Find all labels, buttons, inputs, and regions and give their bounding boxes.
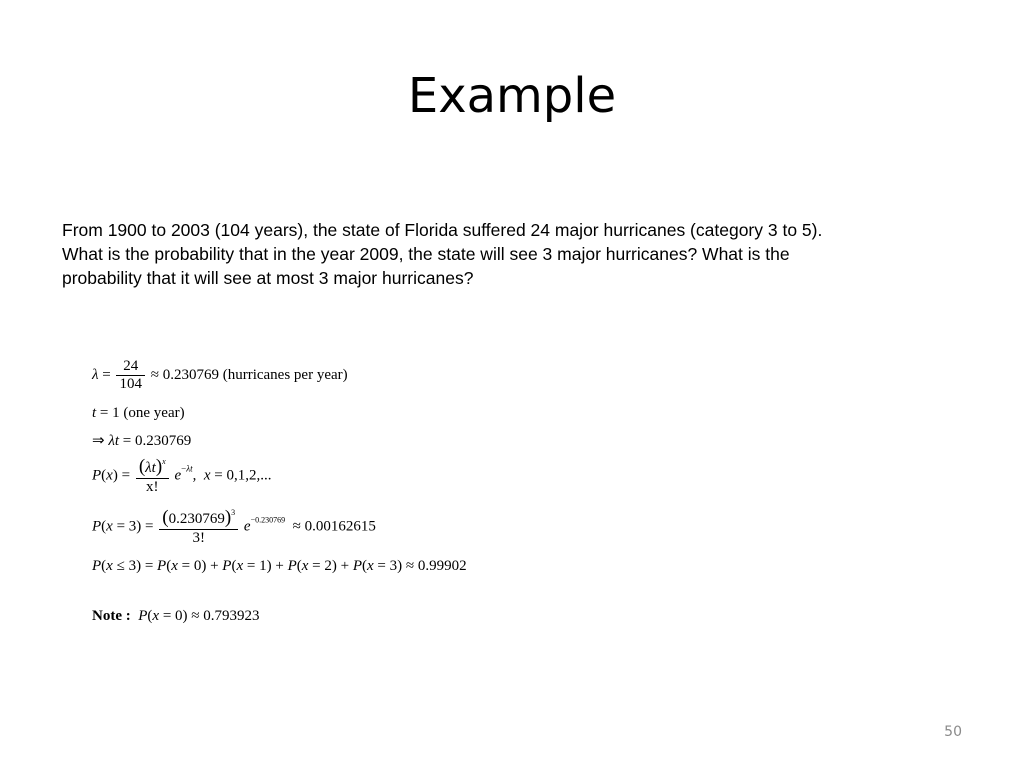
p3-base: 0.230769 bbox=[168, 511, 225, 527]
lambda-equation: λ = $\frac{24}{104}$ ≈ 0.230769 (hurricanes per year) bbox=[92, 358, 348, 392]
pmf-domain: 0,1,2,... bbox=[226, 467, 272, 484]
lambda-value: 0.230769 bbox=[162, 366, 219, 383]
p3-exponent: 3 bbox=[231, 508, 236, 517]
p3-result: 0.00162615 bbox=[304, 518, 376, 535]
lambda-t-equation: ⇒ λt = 0.230769 bbox=[92, 433, 192, 449]
problem-line: From 1900 to 2003 (104 years), the state of Florida suffered 24 major hurricanes (category 3 to 5). bbox=[62, 220, 823, 240]
p3-equation: P(x = 3) = $\frac{(0.230769)^3}{3!}$ $e^{-0.230769} \approx 0.00162615$ bbox=[92, 507, 376, 546]
lambda-denominator: 104 bbox=[116, 375, 145, 393]
slide-title: Example bbox=[407, 68, 617, 124]
lambda-fraction bbox=[116, 358, 145, 393]
p3-e-exponent: −0.230769 bbox=[250, 515, 286, 525]
pmf-denominator: x! bbox=[136, 478, 169, 496]
page-number: 50 bbox=[944, 724, 962, 740]
cdf-result: 0.99902 bbox=[417, 558, 467, 574]
note-value: 0.793923 bbox=[203, 608, 260, 624]
note-equation: Note : P(x = 0) ≈ 0.793923 bbox=[92, 608, 260, 624]
lambda-unit: (hurricanes per year) bbox=[222, 366, 348, 383]
problem-line: What is the probability that in the year 2009, the state will see 3 major hurricanes? What is the bbox=[62, 244, 790, 264]
lambda-numerator: 24 bbox=[123, 358, 139, 374]
note-label: Note : bbox=[92, 608, 131, 624]
problem-line: probability that it will see at most 3 major hurricanes? bbox=[62, 268, 474, 288]
p3-fraction: $\frac{(0.230769)^3}{3!}$ bbox=[159, 507, 238, 547]
poisson-pmf-equation: P(x) = $\frac{(\lambda t)^x}{x!}$ $e^{-\lambda t}$, x = 0,1,2,... bbox=[92, 456, 272, 495]
problem-statement bbox=[62, 218, 962, 290]
lambda-t-value: 0.230769 bbox=[134, 433, 192, 449]
p3-denominator: 3! bbox=[159, 529, 238, 547]
t-value: 1 bbox=[112, 405, 120, 421]
t-equation: t = 1 (one year) bbox=[92, 405, 185, 421]
t-unit: (one year) bbox=[123, 405, 185, 421]
cdf-equation: P(x ≤ 3) = P(x = 0) + P(x = 1) + P(x = 2) + P(x = 3) ≈ 0.99902 bbox=[92, 558, 467, 574]
pmf-fraction: $\frac{(\lambda t)^x}{x!}$ bbox=[136, 456, 169, 496]
